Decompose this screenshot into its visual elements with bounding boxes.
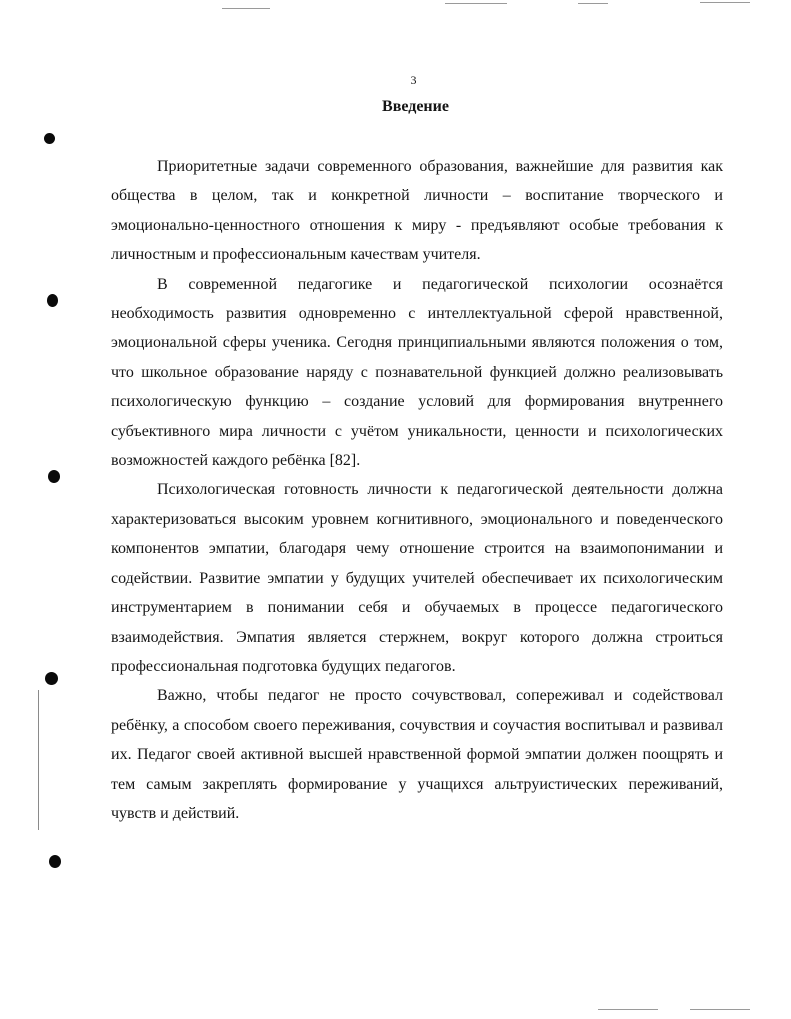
punch-hole xyxy=(44,133,55,144)
scan-top-rule xyxy=(700,2,750,3)
scan-top-rule xyxy=(222,8,270,9)
page-number: 3 xyxy=(410,73,417,87)
punch-hole xyxy=(47,294,58,307)
body-text xyxy=(111,152,723,828)
scan-top-rule xyxy=(445,3,507,4)
page-title: Введение xyxy=(382,98,449,115)
paragraph: Важно, чтобы педагог не просто сочувствовал, сопереживал и содействовал ребёнку, а способом своего переживания, сочувствия и соучастия воспитывал и развивал их. Педагог своей активной высшей нравственной формой эмпатии должен поощрять и тем самым закреплять формирование у учащихся альтруистических переживаний, чувств и действий. xyxy=(111,687,723,822)
scan-bottom-rule xyxy=(690,1009,750,1010)
paragraph: В современной педагогике и педагогической психологии осознаётся необходимость развития одновременно с интеллектуальной сферой нравственной, эмоциональной сферы ученика. Сегодня принципиальными являются положения о том, что школьное образование наряду с познавательной функцией должно реализовывать психологическую функцию – создание условий для формирования внутреннего субъективного мира личности с учётом уникальности, ценности и психологических возможностей каждого ребёнка [82]. xyxy=(111,275,723,470)
punch-hole xyxy=(48,470,60,483)
scan-bottom-rule xyxy=(598,1009,658,1010)
scan-margin-line xyxy=(38,690,39,830)
punch-hole xyxy=(45,672,58,685)
punch-hole xyxy=(49,855,61,868)
paragraph: Приоритетные задачи современного образования, важнейшие для развития как общества в целом, так и конкретной личности – воспитание творческого и эмоционально-ценностного отношения к миру - предъявляют особые требования к личностным и профессиональным качествам учителя. xyxy=(111,158,723,264)
scan-top-rule xyxy=(578,3,608,4)
paragraph: Психологическая готовность личности к педагогической деятельности должна характеризоваться высоким уровнем когнитивного, эмоционального и поведенческого компонентов эмпатии, благодаря чему отношение строится на взаимопонимании и содействии. Развитие эмпатии у будущих учителей обеспечивает их психологическим инструментарием в понимании себя и обучаемых в процессе педагогического взаимодействия. Эмпатия является стержнем, вокруг которого должна строиться профессиональная подготовка будущих педагогов. xyxy=(111,481,723,675)
